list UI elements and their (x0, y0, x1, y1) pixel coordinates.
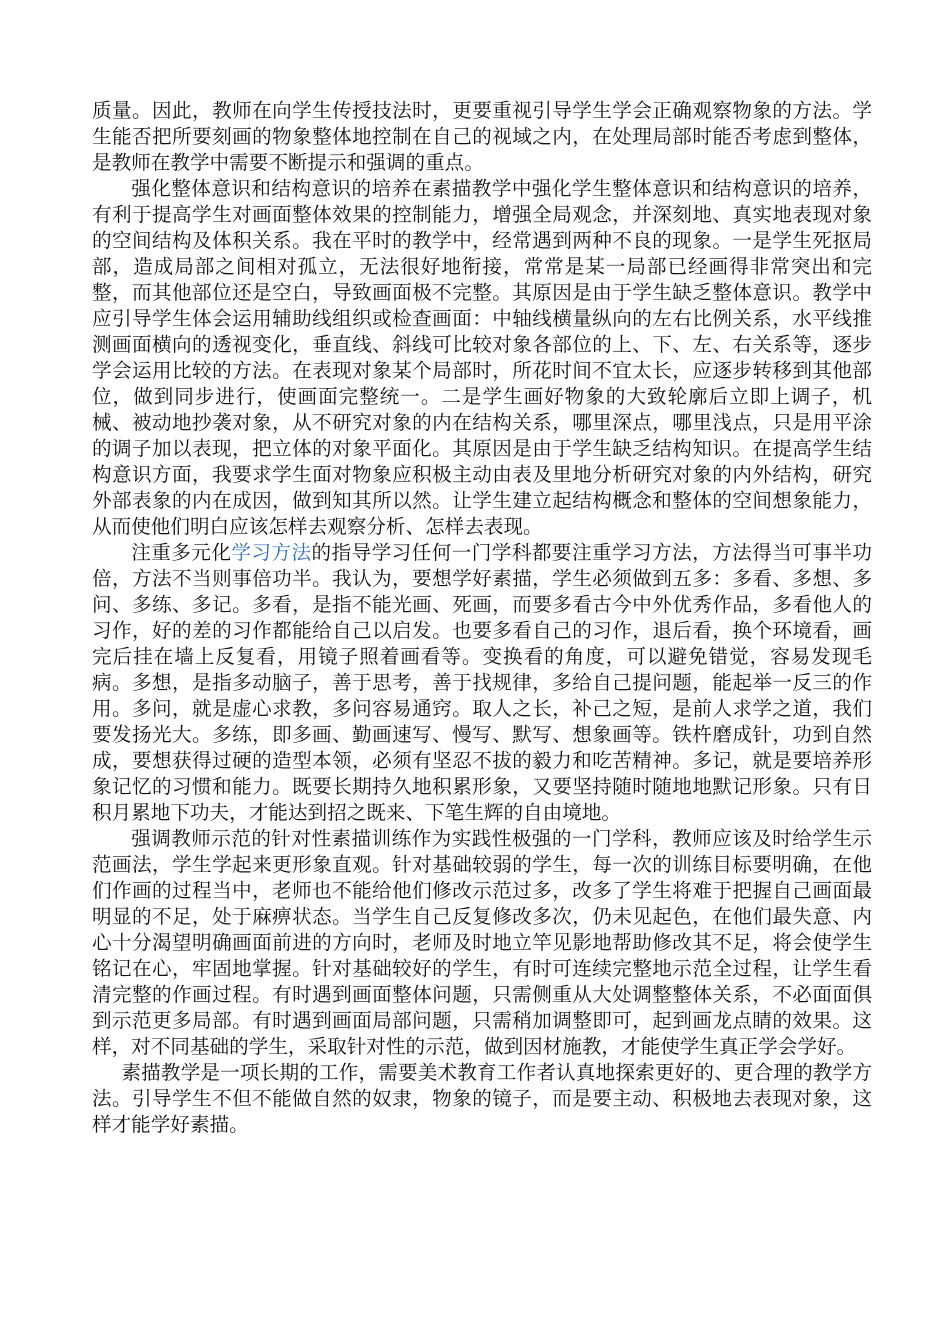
document-body (92, 98, 872, 1138)
paragraph-2: 强化整体意识和结构意识的培养在素描教学中强化学生整体意识和结构意识的培养，有利于提高学生对画面整体效果的控制能力，增强全局观念，并深刻地、真实地表现对象的空间结构及体积关系。我在平时的教学中，经常遇到两种不良的现象。一是学生死抠局部，造成局部之间相对孤立，无法很好地衔接，常常是某一局部已经画得非常突出和完整，而其他部位还是空白，导致画面极不完整。其原因是由于学生缺乏整体意识。教学中应引导学生体会运用辅助线组织或检查画面：中轴线横量纵向的左右比例关系，水平线推测画面横向的透视变化，垂直线、斜线可比较对象各部位的上、下、左、右关系等，逐步学会运用比较的方法。在表现对象某个局部时，所花时间不宜太长，应逐步转移到其他部位，做到同步进行，使画面完整统一。二是学生画好物象的大致轮廓后立即上调子，机械、被动地抄袭对象，从不研究对象的内在结构关系，哪里深点，哪里浅点，只是用平涂的调子加以表现，把立体的对象平面化。其原因是由于学生缺乏结构知识。在提高学生结构意识方面，我要求学生面对物象应积极主动由表及里地分析研究对象的内外结构，研究外部表象的内在成因，做到知其所以然。让学生建立起结构概念和整体的空间想象能力，从而使他们明白应该怎样去观察分析、怎样去表现。 (92, 177, 872, 538)
paragraph-3 (92, 540, 872, 826)
paragraph-1: 质量。因此，教师在向学生传授技法时，更要重视引导学生学会正确观察物象的方法。学生能否把所要刻画的物象整体地控制在自己的视域之内，在处理局部时能否考虑到整体，是教师在教学中需要不断提示和强调的重点。 (92, 99, 872, 174)
learning-method-link[interactable]: 学习方法 (231, 541, 312, 564)
paragraph-3-lead: 注重多元化 (131, 541, 232, 564)
paragraph-3-body: 的指导学习任何一门学科都要注重学习方法，方法得当可事半功倍，方法不当则事倍功半。我认为，要想学好素描，学生必须做到五多：多看、多想、多问、多练、多记。多看，是指不能光画、死画，而要多看古今中外优秀作品，多看他人的习作，好的差的习作都能给自己以启发。也要多看自己的习作，退后看，换个环境看，画完后挂在墙上反复看，用镜子照着画看等。变换看的角度，可以避免错觉，容易发现毛病。多想，是指多动脑子，善于思考，善于找规律，多给自己提问题，能起举一反三的作用。多问，就是虚心求教，多问容易通窍。取人之长，补己之短，是前人求学之道，我们要发扬光大。多练，即多画、勤画速写、慢写、默写、想象画等。铁杵磨成针，功到自然成，要想获得过硬的造型本领，必须有坚忍不拔的毅力和吃苦精神。多记，就是要培养形象记忆的习惯和能力。既要长期持久地积累形象，又要坚持随时随地地默记形象。只有日积月累地下功夫，才能达到招之既来、下笔生辉的自由境地。 (92, 541, 873, 824)
paragraph-5: 素描教学是一项长期的工作，需要美术教育工作者认真地探索更好的、更合理的教学方法。引导学生不但不能做自然的奴隶，物象的镜子，而是要主动、积极地去表现对象，这样才能学好素描。 (92, 1061, 872, 1136)
paragraph-4: 强调教师示范的针对性素描训练作为实践性极强的一门学科，教师应该及时给学生示范画法，学生学起来更形象直观。针对基础较弱的学生，每一次的训练目标要明确，在他们作画的过程当中，老师也不能给他们修改示范过多，改多了学生将难于把握自己画面最明显的不足，处于麻痹状态。当学生自己反复修改多次，仍未见起色，在他们最失意、内心十分渴望明确画面前进的方向时，老师及时地立竿见影地帮助修改其不足，将会使学生铭记在心，牢固地掌握。针对基础较好的学生，有时可连续完整地示范全过程，让学生看清完整的作画过程。有时遇到画面整体问题，只需侧重从大处调整整体关系，不必面面俱到示范更多局部。有时遇到画面局部问题，只需稍加调整即可，起到画龙点睛的效果。这样，对不同基础的学生，采取针对性的示范，做到因材施教，才能使学生真正学会学好。 (92, 827, 872, 1058)
